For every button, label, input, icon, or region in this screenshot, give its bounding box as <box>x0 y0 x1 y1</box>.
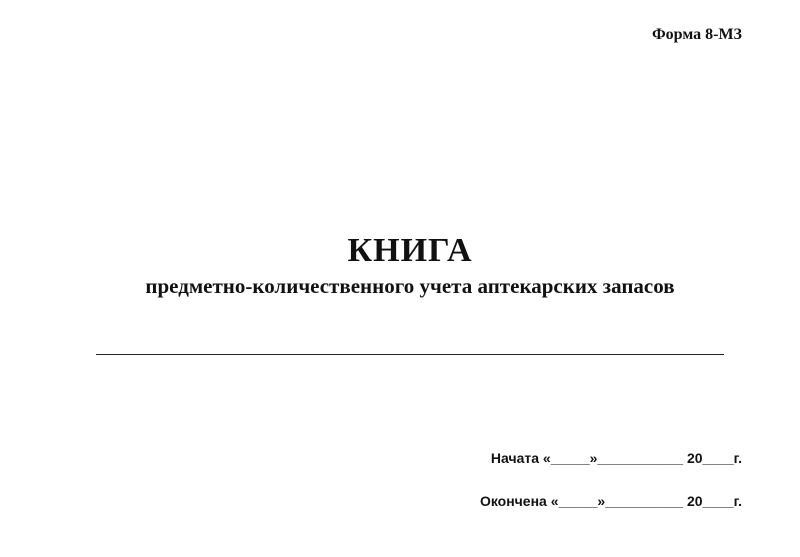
fill-in-rule <box>96 354 724 355</box>
book-title: КНИГА <box>347 232 473 269</box>
form-code-label: Форма 8-МЗ <box>651 26 742 43</box>
book-subtitle: предметно-количественного учета аптекарских запасов <box>145 274 675 298</box>
end-date-line: Окончена «_____»__________ 20____г. <box>479 493 742 509</box>
start-date-line: Начата «_____»___________ 20____г. <box>490 450 742 466</box>
